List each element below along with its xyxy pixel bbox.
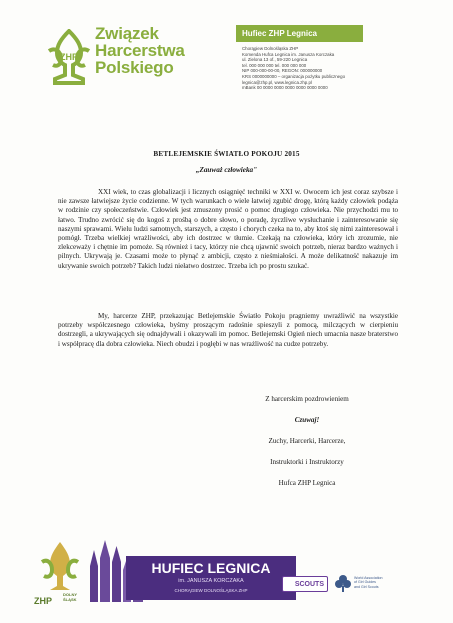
wagggs-line: and Girl Scouts (354, 584, 379, 589)
closing-greeting: Z harcerskim pozdrowieniem (265, 395, 349, 403)
contact-line: KRS 0000000000 – organizacja pożytku publicznego (242, 73, 346, 79)
logo-line-3: Polskiego (95, 58, 174, 77)
contact-line: tel. 000 000 000 tel. 000 000 000 (242, 62, 307, 68)
closing-block (232, 395, 382, 488)
zhp-region (63, 592, 77, 602)
zhp-region-line: DOLNY (63, 592, 77, 597)
trefoil-icon (335, 574, 351, 592)
paragraph-1-text: XXI wiek, to czas globalizacji i licznych osiągnięć techniki w XXI w. Owocem ich jest coraz szybsze i nie zawsze łatwiejsze życie codzienne. W tych warunkach o wiele łatwiej zgubić drogę, którą każdy człowiek podąża w rodzinie czy społeczeństwie. Człowiek jest zmuszony prosić o pomoc drugiego człowieka. Nie przychodzi mu to łatwo. Trudno zwrócić się do kogoś z prośbą o dobre słowo, o poradę, życzliwe wysłuchanie i zainteresowanie się naszymi sprawami. Wielu ludzi samotnych, starszych, a często i chorych czeka na to, aby ktoś się nimi zainteresował i pomógł. Trzeba wielkiej wrażliwości, aby ich dostrzec w tłumie. Czekają na człowieka, który ich zrozumie, nie zlekceważy i chętnie im pomoże. Są również i tacy, którzy nie chcą ujawnić swoich potrzeb, nieraz bardzo ważnych i pilnych. Ukrywają je. Czasami może to płynąć z ambicji, często z nieśmiałości. A może delikatność nakazuje im ukrywanie swoich potrzeb? Takich ludzi niełatwo dostrzec. Trzeba ich po prostu szukać. (58, 188, 398, 270)
contact-line: legnica@zhp.pl, www.legnica.zhp.pl (242, 79, 312, 85)
contact-block (242, 46, 402, 91)
scouts-logo (282, 576, 328, 592)
scouts-label: SCOUTS (294, 581, 324, 588)
letter-title: BETLEJEMSKIE ŚWIATŁO POKOJU 2015 (153, 150, 300, 158)
signature-line: Hufca ZHP Legnica (278, 479, 336, 487)
contact-line: NIP 000-000-00-00, REGON: 000000000 (242, 68, 323, 74)
paragraph-1 (58, 188, 398, 271)
footer-banner (30, 536, 425, 606)
closing-motto: Czuwaj! (294, 416, 320, 424)
wagggs-text (354, 576, 429, 589)
letter-subtitle: „Zauważ człowieka" (195, 166, 258, 174)
zhp-region-line: ŚLĄSK (63, 597, 77, 602)
logo-line-1: Związek (95, 24, 159, 43)
zhp-logo (47, 25, 237, 97)
svg-text:ZHP: ZHP (60, 52, 78, 62)
paragraph-2-text: My, harcerze ZHP, przekazując Betlejemskie Światło Pokoju pragniemy uwrażliwić na wszystkie potrzeby współczesnego człowieka, byśmy proszącym radośnie spieszyli z pomocą, milczących w cierpieniu dostrzegli, a ukrywających się odnajdywali i okazywali im pomoc. Betlejemski Ogień niech umacnia nasze braterstwo i współpracę dla dobra człowieka. Niech obudzi i pogłębi w nas wrażliwość na cudze potrzeby. (58, 312, 398, 348)
banner-region: CHORĄGIEW DOLNOŚLĄSKA ZHP (174, 588, 248, 593)
logo-line-2: Harcerstwa (95, 41, 185, 60)
unit-name-bar: Hufiec ZHP Legnica (236, 25, 363, 42)
fleur-de-lis-icon (47, 29, 91, 85)
contact-line: mBank 00 0000 0000 0000 0000 0000 0000 (242, 85, 328, 91)
signature-line: Zuchy, Harcerki, Harcerze, (268, 437, 346, 445)
logo-wordmark (95, 25, 245, 76)
wagggs-line: of Girl Guides (354, 580, 376, 585)
paragraph-2 (58, 312, 398, 349)
signature-line: Instruktorki i Instruktorzy (270, 458, 344, 466)
hufiec-banner (126, 556, 296, 600)
contact-line: Komenda Hufca Legnica im. Janusza Korczaka (242, 51, 335, 57)
contact-line: Chorągiew Dolnośląska ZHP (242, 46, 299, 51)
banner-subtitle: im. JANUSZA KORCZAKA (178, 578, 244, 584)
zhp-label: ZHP (34, 596, 52, 606)
wagggs-line: World Association (354, 576, 383, 580)
banner-title: HUFIEC LEGNICA (151, 560, 271, 576)
contact-line: ul. Zielona 13 of., 59-220 Legnica (242, 57, 308, 63)
